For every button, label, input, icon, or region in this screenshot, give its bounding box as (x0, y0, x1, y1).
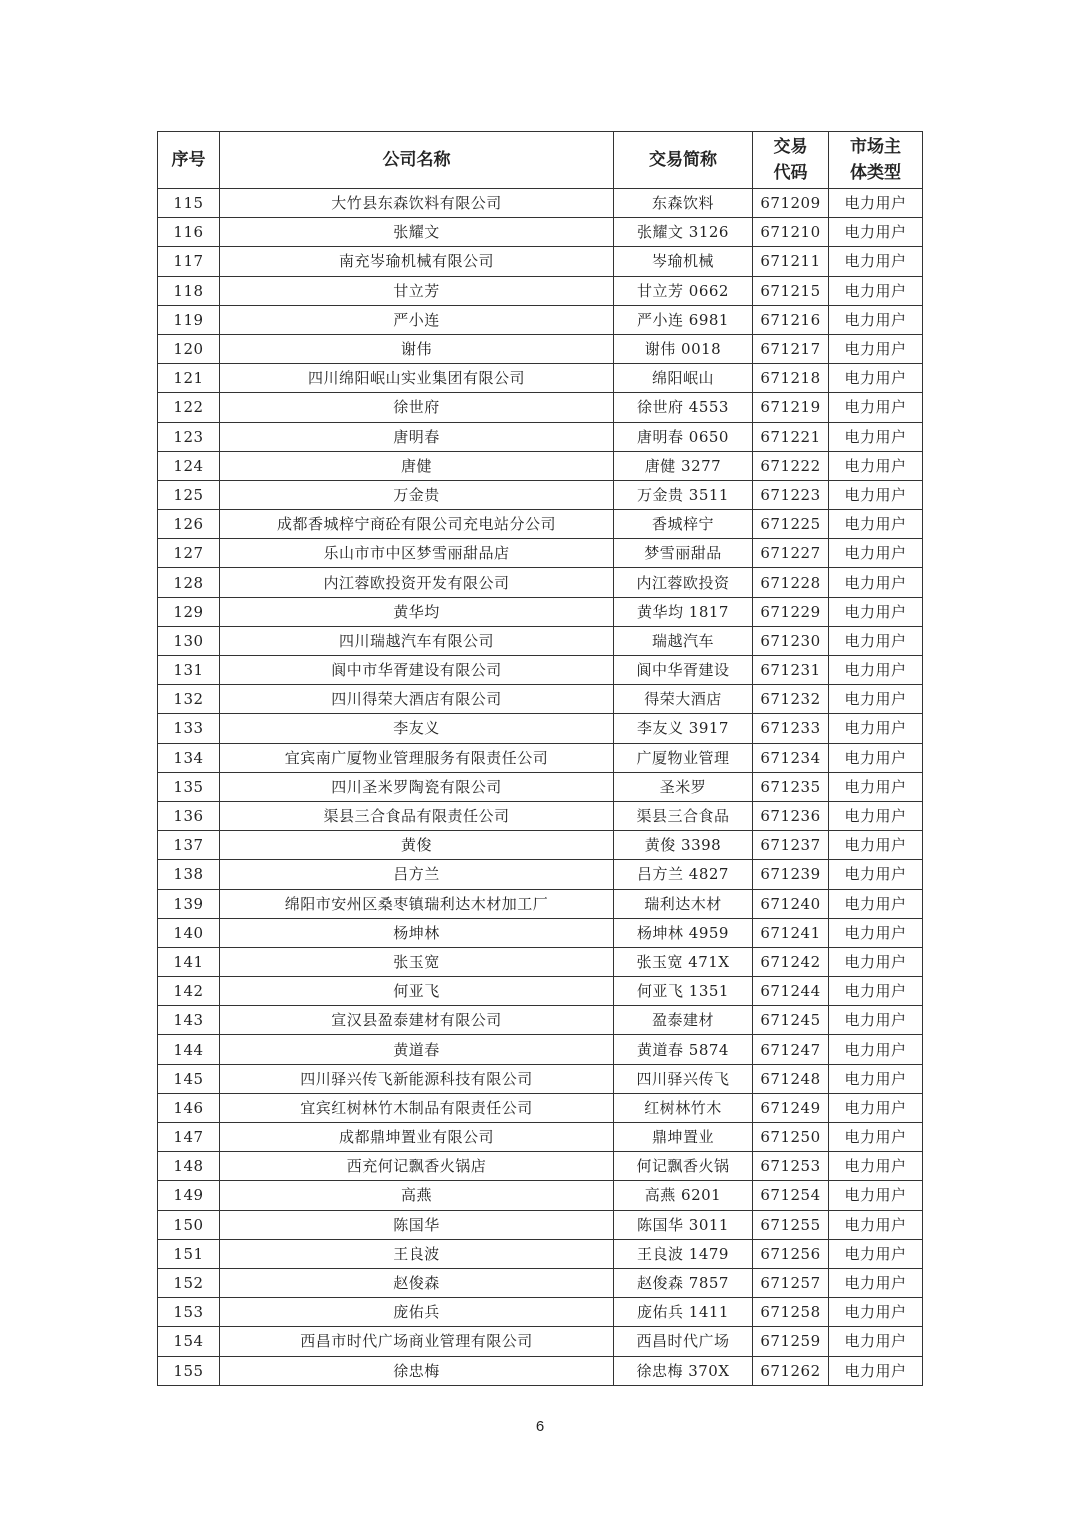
cell-trade-code: 671242 (753, 947, 829, 976)
table-row (158, 1093, 923, 1122)
cell-entity-type: 电力用户 (829, 801, 923, 830)
cell-seq: 142 (158, 977, 220, 1006)
cell-seq: 150 (158, 1210, 220, 1239)
cell-company-name: 成都香城梓宁商砼有限公司充电站分公司 (220, 510, 614, 539)
table-row (158, 1064, 923, 1093)
cell-entity-type: 电力用户 (829, 1152, 923, 1181)
cell-trade-code: 671236 (753, 801, 829, 830)
cell-company-name: 杨坤林 (220, 918, 614, 947)
cell-company-name: 李友义 (220, 714, 614, 743)
cell-trade-code: 671228 (753, 568, 829, 597)
cell-seq: 146 (158, 1093, 220, 1122)
table-row (158, 597, 923, 626)
cell-seq: 152 (158, 1268, 220, 1297)
header-seq: 序号 (158, 132, 220, 189)
cell-seq: 149 (158, 1181, 220, 1210)
cell-trade-code: 671234 (753, 743, 829, 772)
cell-trade-code: 671244 (753, 977, 829, 1006)
cell-trade-code: 671217 (753, 334, 829, 363)
cell-short-name: 瑞利达木材 (614, 889, 753, 918)
cell-trade-code: 671249 (753, 1093, 829, 1122)
table-row (158, 1268, 923, 1297)
cell-entity-type: 电力用户 (829, 334, 923, 363)
cell-seq: 148 (158, 1152, 220, 1181)
cell-trade-code: 671210 (753, 218, 829, 247)
table-row (158, 1123, 923, 1152)
cell-short-name: 吕方兰 4827 (614, 860, 753, 889)
cell-short-name: 李友义 3917 (614, 714, 753, 743)
cell-entity-type: 电力用户 (829, 656, 923, 685)
cell-trade-code: 671223 (753, 480, 829, 509)
cell-seq: 126 (158, 510, 220, 539)
table-row (158, 451, 923, 480)
cell-seq: 128 (158, 568, 220, 597)
cell-seq: 127 (158, 539, 220, 568)
table-row (158, 305, 923, 334)
cell-short-name: 徐忠梅 370X (614, 1356, 753, 1385)
cell-short-name: 盈泰建材 (614, 1006, 753, 1035)
cell-trade-code: 671232 (753, 685, 829, 714)
cell-trade-code: 671229 (753, 597, 829, 626)
cell-trade-code: 671225 (753, 510, 829, 539)
cell-short-name: 徐世府 4553 (614, 393, 753, 422)
cell-short-name: 阆中华胥建设 (614, 656, 753, 685)
cell-short-name: 圣米罗 (614, 772, 753, 801)
cell-entity-type: 电力用户 (829, 1035, 923, 1064)
cell-company-name: 乐山市市中区梦雪丽甜品店 (220, 539, 614, 568)
header-trade-code (753, 132, 829, 189)
cell-company-name: 南充岑瑜机械有限公司 (220, 247, 614, 276)
header-company-name: 公司名称 (220, 132, 614, 189)
table-row (158, 1210, 923, 1239)
cell-trade-code: 671241 (753, 918, 829, 947)
cell-company-name: 严小连 (220, 305, 614, 334)
header-entity-type (829, 132, 923, 189)
cell-short-name: 杨坤林 4959 (614, 918, 753, 947)
cell-company-name: 何亚飞 (220, 977, 614, 1006)
header-trade-code-line1: 交易 (773, 137, 808, 157)
table-body (158, 189, 923, 1386)
cell-short-name: 严小连 6981 (614, 305, 753, 334)
cell-short-name: 何记飘香火锅 (614, 1152, 753, 1181)
cell-entity-type: 电力用户 (829, 1356, 923, 1385)
cell-company-name: 四川得荣大酒店有限公司 (220, 685, 614, 714)
cell-entity-type: 电力用户 (829, 480, 923, 509)
cell-trade-code: 671216 (753, 305, 829, 334)
cell-trade-code: 671237 (753, 831, 829, 860)
cell-seq: 145 (158, 1064, 220, 1093)
cell-short-name: 内江蓉欧投资 (614, 568, 753, 597)
cell-company-name: 西昌市时代广场商业管理有限公司 (220, 1327, 614, 1356)
cell-seq: 138 (158, 860, 220, 889)
cell-trade-code: 671211 (753, 247, 829, 276)
cell-seq: 143 (158, 1006, 220, 1035)
cell-trade-code: 671219 (753, 393, 829, 422)
cell-short-name: 红树林竹木 (614, 1093, 753, 1122)
cell-seq: 132 (158, 685, 220, 714)
cell-trade-code: 671250 (753, 1123, 829, 1152)
cell-entity-type: 电力用户 (829, 977, 923, 1006)
cell-company-name: 王良波 (220, 1239, 614, 1268)
cell-seq: 155 (158, 1356, 220, 1385)
cell-company-name: 四川瑞越汽车有限公司 (220, 626, 614, 655)
cell-trade-code: 671231 (753, 656, 829, 685)
cell-seq: 118 (158, 276, 220, 305)
cell-seq: 135 (158, 772, 220, 801)
cell-trade-code: 671248 (753, 1064, 829, 1093)
cell-seq: 133 (158, 714, 220, 743)
cell-company-name: 万金贵 (220, 480, 614, 509)
cell-short-name: 庞佑兵 1411 (614, 1298, 753, 1327)
cell-trade-code: 671235 (753, 772, 829, 801)
table-row (158, 860, 923, 889)
cell-company-name: 陈国华 (220, 1210, 614, 1239)
cell-seq: 147 (158, 1123, 220, 1152)
cell-seq: 121 (158, 364, 220, 393)
table-row (158, 1298, 923, 1327)
cell-company-name: 四川圣米罗陶瓷有限公司 (220, 772, 614, 801)
table-row (158, 218, 923, 247)
cell-short-name: 唐健 3277 (614, 451, 753, 480)
table-row (158, 393, 923, 422)
table-row (158, 1006, 923, 1035)
table-row (158, 889, 923, 918)
cell-entity-type: 电力用户 (829, 1239, 923, 1268)
cell-entity-type: 电力用户 (829, 1123, 923, 1152)
cell-seq: 139 (158, 889, 220, 918)
cell-trade-code: 671230 (753, 626, 829, 655)
cell-company-name: 庞佑兵 (220, 1298, 614, 1327)
cell-seq: 115 (158, 189, 220, 218)
cell-seq: 123 (158, 422, 220, 451)
cell-entity-type: 电力用户 (829, 393, 923, 422)
cell-entity-type: 电力用户 (829, 364, 923, 393)
cell-short-name: 四川驿兴传飞 (614, 1064, 753, 1093)
cell-seq: 154 (158, 1327, 220, 1356)
cell-short-name: 甘立芳 0662 (614, 276, 753, 305)
cell-trade-code: 671259 (753, 1327, 829, 1356)
cell-company-name: 高燕 (220, 1181, 614, 1210)
table-row (158, 685, 923, 714)
cell-company-name: 四川驿兴传飞新能源科技有限公司 (220, 1064, 614, 1093)
table-row (158, 480, 923, 509)
cell-short-name: 渠县三合食品 (614, 801, 753, 830)
header-trade-code-line2: 代码 (773, 163, 808, 183)
cell-company-name: 宜宾南广厦物业管理服务有限责任公司 (220, 743, 614, 772)
cell-entity-type: 电力用户 (829, 510, 923, 539)
table-row (158, 714, 923, 743)
cell-company-name: 宣汉县盈泰建材有限公司 (220, 1006, 614, 1035)
table-row (158, 1152, 923, 1181)
cell-seq: 119 (158, 305, 220, 334)
cell-short-name: 何亚飞 1351 (614, 977, 753, 1006)
table-row (158, 1239, 923, 1268)
cell-seq: 151 (158, 1239, 220, 1268)
table-row (158, 626, 923, 655)
cell-trade-code: 671222 (753, 451, 829, 480)
table-row (158, 977, 923, 1006)
cell-trade-code: 671253 (753, 1152, 829, 1181)
cell-entity-type: 电力用户 (829, 772, 923, 801)
table-header-row (158, 132, 923, 189)
cell-entity-type: 电力用户 (829, 947, 923, 976)
cell-entity-type: 电力用户 (829, 626, 923, 655)
cell-short-name: 瑞越汽车 (614, 626, 753, 655)
cell-trade-code: 671262 (753, 1356, 829, 1385)
cell-entity-type: 电力用户 (829, 276, 923, 305)
cell-short-name: 广厦物业管理 (614, 743, 753, 772)
cell-company-name: 张玉宽 (220, 947, 614, 976)
cell-entity-type: 电力用户 (829, 889, 923, 918)
cell-company-name: 张耀文 (220, 218, 614, 247)
cell-company-name: 阆中市华胥建设有限公司 (220, 656, 614, 685)
cell-short-name: 鼎坤置业 (614, 1123, 753, 1152)
cell-short-name: 东森饮料 (614, 189, 753, 218)
cell-entity-type: 电力用户 (829, 1327, 923, 1356)
cell-company-name: 渠县三合食品有限责任公司 (220, 801, 614, 830)
table-row (158, 364, 923, 393)
cell-trade-code: 671239 (753, 860, 829, 889)
cell-short-name: 梦雪丽甜品 (614, 539, 753, 568)
table-row (158, 334, 923, 363)
cell-trade-code: 671209 (753, 189, 829, 218)
cell-entity-type: 电力用户 (829, 451, 923, 480)
page-number: 6 (535, 1418, 545, 1435)
header-short-name: 交易简称 (614, 132, 753, 189)
cell-company-name: 大竹县东森饮料有限公司 (220, 189, 614, 218)
cell-seq: 136 (158, 801, 220, 830)
cell-seq: 134 (158, 743, 220, 772)
cell-short-name: 黄俊 3398 (614, 831, 753, 860)
cell-seq: 153 (158, 1298, 220, 1327)
cell-company-name: 西充何记飘香火锅店 (220, 1152, 614, 1181)
cell-short-name: 王良波 1479 (614, 1239, 753, 1268)
cell-seq: 131 (158, 656, 220, 685)
company-table (157, 131, 923, 1386)
cell-seq: 137 (158, 831, 220, 860)
cell-entity-type: 电力用户 (829, 743, 923, 772)
cell-entity-type: 电力用户 (829, 1210, 923, 1239)
cell-short-name: 张玉宽 471X (614, 947, 753, 976)
cell-seq: 125 (158, 480, 220, 509)
cell-short-name: 赵俊森 7857 (614, 1268, 753, 1297)
table-row (158, 247, 923, 276)
table-row (158, 568, 923, 597)
table-row (158, 772, 923, 801)
cell-company-name: 黄华均 (220, 597, 614, 626)
cell-trade-code: 671245 (753, 1006, 829, 1035)
cell-trade-code: 671240 (753, 889, 829, 918)
cell-company-name: 宜宾红树林竹木制品有限责任公司 (220, 1093, 614, 1122)
cell-seq: 141 (158, 947, 220, 976)
cell-trade-code: 671218 (753, 364, 829, 393)
cell-entity-type: 电力用户 (829, 597, 923, 626)
table-row (158, 510, 923, 539)
cell-company-name: 甘立芳 (220, 276, 614, 305)
cell-company-name: 吕方兰 (220, 860, 614, 889)
cell-entity-type: 电力用户 (829, 1181, 923, 1210)
cell-short-name: 西昌时代广场 (614, 1327, 753, 1356)
cell-entity-type: 电力用户 (829, 247, 923, 276)
cell-short-name: 谢伟 0018 (614, 334, 753, 363)
cell-company-name: 谢伟 (220, 334, 614, 363)
cell-seq: 116 (158, 218, 220, 247)
cell-entity-type: 电力用户 (829, 568, 923, 597)
cell-short-name: 黄道春 5874 (614, 1035, 753, 1064)
cell-seq: 144 (158, 1035, 220, 1064)
cell-company-name: 唐明春 (220, 422, 614, 451)
cell-company-name: 徐世府 (220, 393, 614, 422)
cell-entity-type: 电力用户 (829, 714, 923, 743)
cell-company-name: 赵俊森 (220, 1268, 614, 1297)
table-row (158, 1181, 923, 1210)
cell-entity-type: 电力用户 (829, 685, 923, 714)
cell-short-name: 绵阳岷山 (614, 364, 753, 393)
table-row (158, 1035, 923, 1064)
cell-trade-code: 671256 (753, 1239, 829, 1268)
table-row (158, 947, 923, 976)
table-row (158, 189, 923, 218)
cell-company-name: 黄俊 (220, 831, 614, 860)
cell-trade-code: 671258 (753, 1298, 829, 1327)
cell-short-name: 唐明春 0650 (614, 422, 753, 451)
table-row (158, 422, 923, 451)
table-row (158, 276, 923, 305)
cell-short-name: 岑瑜机械 (614, 247, 753, 276)
table-row (158, 743, 923, 772)
cell-trade-code: 671221 (753, 422, 829, 451)
cell-company-name: 四川绵阳岷山实业集团有限公司 (220, 364, 614, 393)
cell-entity-type: 电力用户 (829, 831, 923, 860)
cell-seq: 140 (158, 918, 220, 947)
cell-trade-code: 671255 (753, 1210, 829, 1239)
cell-entity-type: 电力用户 (829, 1006, 923, 1035)
cell-trade-code: 671254 (753, 1181, 829, 1210)
cell-company-name: 成都鼎坤置业有限公司 (220, 1123, 614, 1152)
cell-trade-code: 671215 (753, 276, 829, 305)
cell-seq: 124 (158, 451, 220, 480)
cell-entity-type: 电力用户 (829, 189, 923, 218)
cell-seq: 129 (158, 597, 220, 626)
cell-short-name: 张耀文 3126 (614, 218, 753, 247)
cell-entity-type: 电力用户 (829, 860, 923, 889)
cell-entity-type: 电力用户 (829, 305, 923, 334)
cell-trade-code: 671233 (753, 714, 829, 743)
cell-company-name: 黄道春 (220, 1035, 614, 1064)
cell-company-name: 徐忠梅 (220, 1356, 614, 1385)
cell-entity-type: 电力用户 (829, 1298, 923, 1327)
cell-seq: 130 (158, 626, 220, 655)
cell-seq: 117 (158, 247, 220, 276)
cell-short-name: 得荣大酒店 (614, 685, 753, 714)
cell-entity-type: 电力用户 (829, 218, 923, 247)
cell-short-name: 万金贵 3511 (614, 480, 753, 509)
header-entity-type-line1: 市场主 (850, 137, 901, 157)
cell-entity-type: 电力用户 (829, 539, 923, 568)
cell-short-name: 陈国华 3011 (614, 1210, 753, 1239)
cell-entity-type: 电力用户 (829, 1064, 923, 1093)
cell-trade-code: 671257 (753, 1268, 829, 1297)
table-row (158, 656, 923, 685)
cell-short-name: 香城梓宁 (614, 510, 753, 539)
cell-trade-code: 671227 (753, 539, 829, 568)
table-row (158, 1356, 923, 1385)
table-row (158, 801, 923, 830)
cell-entity-type: 电力用户 (829, 422, 923, 451)
cell-company-name: 绵阳市安州区桑枣镇瑞利达木材加工厂 (220, 889, 614, 918)
cell-entity-type: 电力用户 (829, 1093, 923, 1122)
cell-entity-type: 电力用户 (829, 1268, 923, 1297)
header-entity-type-line2: 体类型 (850, 163, 901, 183)
cell-company-name: 内江蓉欧投资开发有限公司 (220, 568, 614, 597)
cell-short-name: 黄华均 1817 (614, 597, 753, 626)
cell-entity-type: 电力用户 (829, 918, 923, 947)
table-row (158, 831, 923, 860)
cell-trade-code: 671247 (753, 1035, 829, 1064)
cell-seq: 122 (158, 393, 220, 422)
cell-short-name: 高燕 6201 (614, 1181, 753, 1210)
table-row (158, 539, 923, 568)
cell-company-name: 唐健 (220, 451, 614, 480)
table-row (158, 918, 923, 947)
table-row (158, 1327, 923, 1356)
cell-seq: 120 (158, 334, 220, 363)
